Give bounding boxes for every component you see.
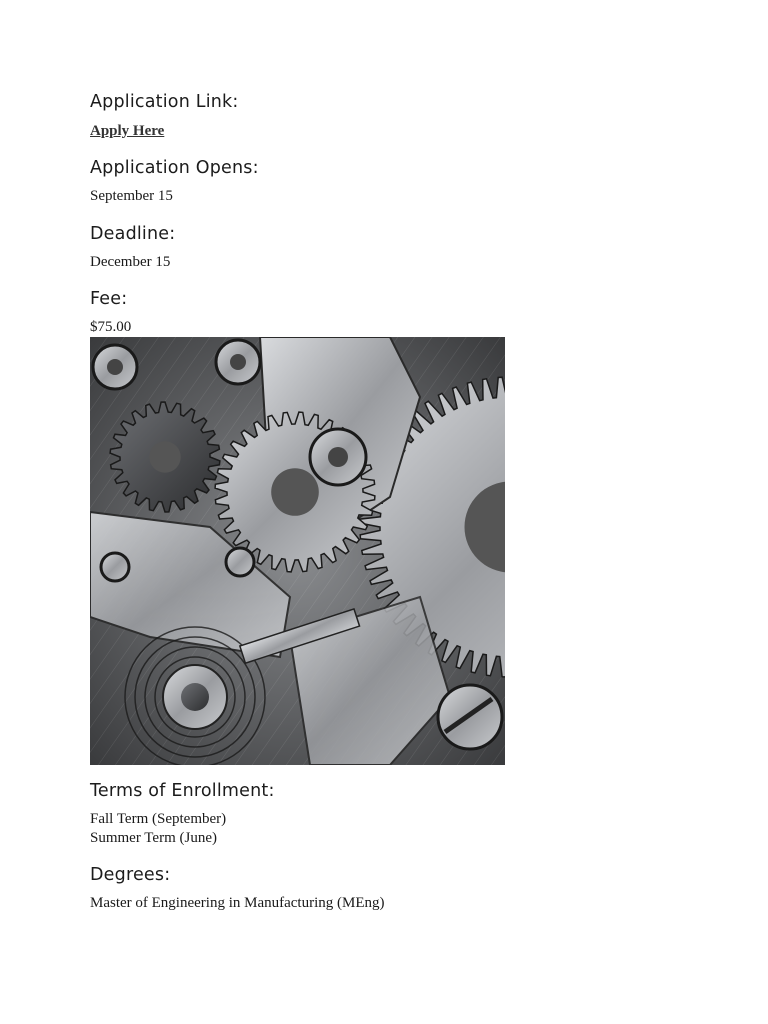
term-item: Fall Term (September) xyxy=(90,811,227,827)
degree-item: Master of Engineering in Manufacturing (MEng) xyxy=(90,895,385,911)
application-opens-value: September 15 xyxy=(90,188,173,204)
application-link-heading: Application Link: xyxy=(90,92,239,112)
deadline-heading: Deadline: xyxy=(90,224,176,244)
application-opens-heading: Application Opens: xyxy=(90,158,259,178)
watch-gears-image xyxy=(90,337,505,765)
degrees-heading: Degrees: xyxy=(90,865,171,885)
terms-heading: Terms of Enrollment: xyxy=(90,781,275,801)
fee-value: $75.00 xyxy=(90,319,132,335)
deadline-value: December 15 xyxy=(90,254,171,270)
apply-here-link[interactable]: Apply Here xyxy=(90,123,165,139)
term-item: Summer Term (June) xyxy=(90,830,217,846)
fee-heading: Fee: xyxy=(90,289,128,309)
